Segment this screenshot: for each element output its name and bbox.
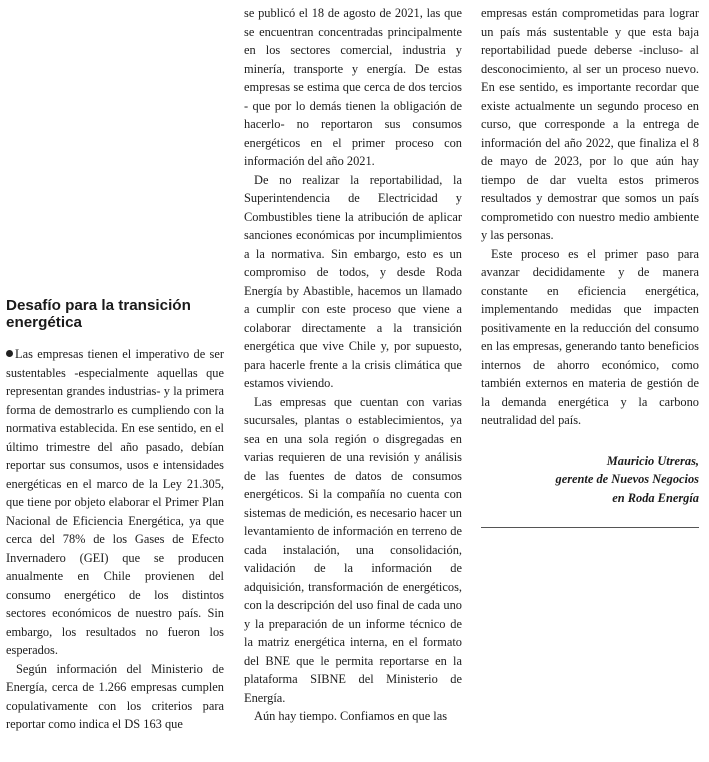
- author-name: Mauricio Utreras,: [606, 453, 699, 468]
- paragraph-text: Las empresas tienen el imperativo de ser sustentables -especialmente aquellas que representan grandes industrias- y la primera forma de demostrarlo es cumpliendo con la normativa establecida. En ese sentido, en el último trimestre del año pasado, debían reportar sus consumos, usos e intensidades energéticas en el marco de la Ley 21.305, que tiene por objeto elaborar el Primer Plan Nacional de Eficiencia Energética, ya que cerca del 78% de los Gases de Efecto Invernadero (GEI) que se producen anualmente en Chile provienen del consumo energético de los distintos sectores económicos de nuestro país. Sin embargo, los resultados no fueron los esperados.: [6, 347, 224, 657]
- author-company: en Roda Energía: [612, 490, 699, 505]
- bullet-icon: [6, 350, 13, 357]
- article-column-3: [481, 4, 699, 528]
- paragraph: se publicó el 18 de agosto de 2021, las que se encuentran concentradas principalmente en los sectores comercial, industria y minería, transporte y energía. De estas empresas se estima que cerca de dos tercios - que por lo demás tienen la obligación de hacerlo- no reportaron sus consumos energéticos en el primer proceso con información del año 2021.: [244, 6, 462, 168]
- article-column-2: [244, 4, 462, 726]
- paragraph: Según información del Ministerio de Energía, cerca de 1.266 empresas cumplen copulativamente con los criterios para reportar como indica el DS 163 que: [6, 661, 224, 731]
- paragraph: De no realizar la reportabilidad, la Superintendencia de Electricidad y Combustibles tiene la atribución de aplicar sanciones económicas por incumplimientos a la normativa. Sin embargo, esto es un compromiso de todos, y desde Roda Energía by Abastible, hacemos un llamado a cumplir con este proceso que viene a colaborar directamente a la transición energética que vive Chile y, por supuesto, para hacerle frente a la crisis climática que estamos viviendo.: [244, 172, 462, 390]
- paragraph: Las empresas que cuentan con varias sucursales, plantas o establecimientos, ya sea en una sola región o disgregadas en varias requieren de una revisión y análisis de las fuentes de datos de consumos energéticos. Si la compañía no cuenta con sistemas de medición, es necesario hacer un levantamiento de información en terreno de cada instalación, una consolidación, validación de la información de adquisición, transformación de energéticos, con la descripción del uso final de cada uno y la preparación de un informe técnico de la matriz energética interna, en el formato del BNE que le permita reportarse en la plataforma SIBNE del Ministerio de Energía.: [244, 394, 462, 705]
- author-signature: [481, 452, 699, 508]
- paragraph: Aún hay tiempo. Confiamos en que las: [254, 709, 448, 723]
- author-title: gerente de Nuevos Negocios: [555, 472, 699, 486]
- article-column-1: [6, 297, 224, 734]
- paragraph: [6, 345, 224, 660]
- divider: [481, 527, 699, 528]
- section-heading: Desafío para la transición energética: [6, 297, 191, 331]
- paragraph: Este proceso es el primer paso para avanzar decididamente y de manera constante en eficiencia energética, implementando medidas que impacten positivamente en la reducción del consumo en las empresas, generando tanto beneficios internos de ahorro económico, como también externos en materia de gestión de la demanda energética y la carbono neutralidad del país.: [481, 246, 699, 427]
- paragraph: empresas están comprometidas para lograr un país más sustentable y que esta baja reportabilidad puede deberse -incluso- al desconocimiento, al ser un proceso nuevo. En ese sentido, es importante recordar que existe actualmente un segundo proceso en curso, que corresponde a la entrega de información del año 2022, que finaliza el 8 de mayo de 2023, por lo que aún hay tiempo de dar vuelta estos primeros resultados y demostrar que somos un país comprometido con nuestro medio ambiente y las personas.: [481, 6, 699, 242]
